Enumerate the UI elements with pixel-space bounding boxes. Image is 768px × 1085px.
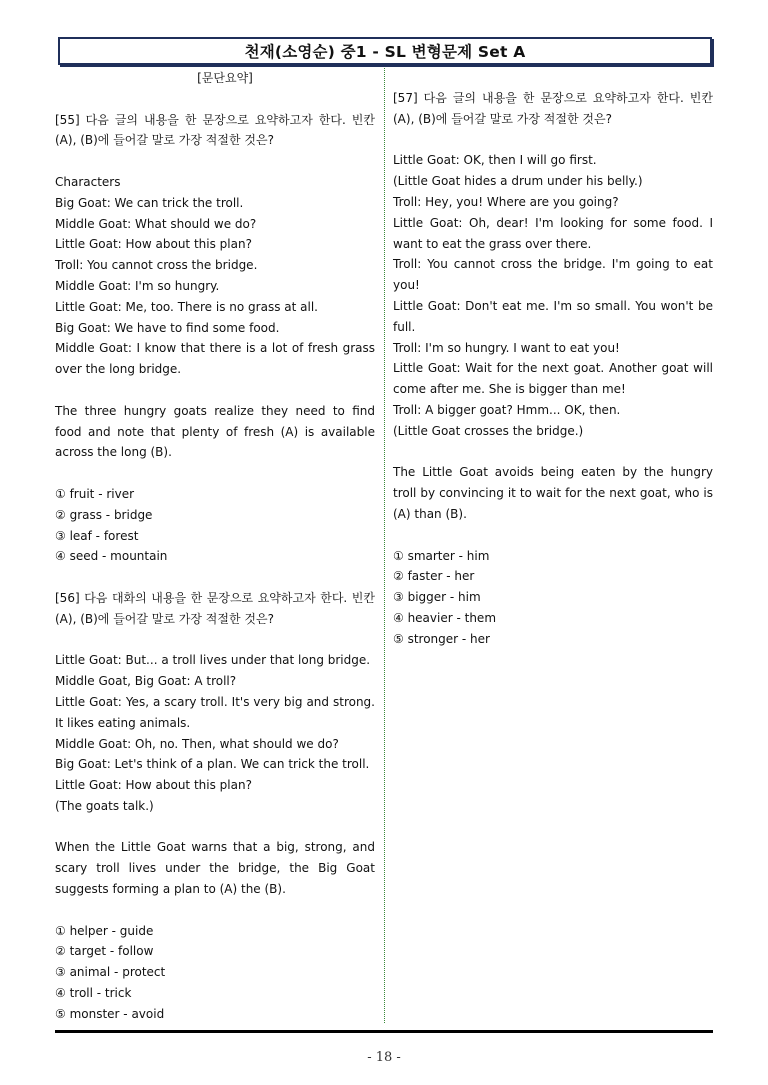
q57-line: Troll: You cannot cross the bridge. I'm going to eat you! — [393, 257, 713, 293]
q57-question: [57] 다음 글의 내용을 한 문장으로 요약하고자 한다. 빈칸 (A), (B)에 들어갈 말로 가장 적절한 것은? — [393, 91, 713, 126]
q57-line: Little Goat: Oh, dear! I'm looking for some food. I want to eat the grass over there. — [393, 215, 713, 251]
q56-line: Little Goat: How about this plan? — [55, 778, 252, 793]
page-title: 천재(소영순) 중1 - SL 변형문제 Set A — [244, 43, 526, 61]
q57-line: Little Goat: OK, then I will go first. — [393, 153, 597, 168]
q56-option: ① helper - guide — [55, 923, 154, 938]
page-number: - 18 - — [367, 1050, 401, 1065]
q56-line: Middle Goat, Big Goat: A troll? — [55, 674, 237, 689]
q56-line: Middle Goat: Oh, no. Then, what should we do? — [55, 736, 339, 751]
q56-question: [56] 다음 대화의 내용을 한 문장으로 요약하고자 한다. 빈칸 (A), (B)에 들어갈 말로 가장 적절한 것은? — [55, 590, 375, 626]
q55-line: Middle Goat: I know that there is a lot of fresh grass over the long bridge. — [55, 341, 375, 377]
q57-line: (Little Goat hides a drum under his belly.) — [393, 174, 643, 189]
q55-line: Big Goat: We can trick the troll. — [55, 195, 244, 210]
q55-line: Big Goat: We have to find some food. — [55, 320, 280, 335]
q56-line: Little Goat: But... a troll lives under that long bridge. — [55, 653, 371, 668]
q56-option: ⑤ monster - avoid — [55, 1006, 165, 1021]
q55-line: Little Goat: Me, too. There is no grass at all. — [55, 299, 318, 314]
section-label: [문단요약] — [197, 71, 253, 85]
q57-line: Little Goat: Wait for the next goat. Another goat will come after me. She is bigger than me! — [393, 361, 713, 397]
q57-option: ⑤ stronger - her — [393, 631, 490, 646]
q57-line: Troll: A bigger goat? Hmm... OK, then. — [393, 402, 621, 417]
q57-option: ④ heavier - them — [393, 610, 497, 625]
q57-line: Troll: I'm so hungry. I want to eat you! — [393, 340, 620, 355]
q55-question: [55] 다음 글의 내용을 한 문장으로 요약하고자 한다. 빈칸 (A), (B)에 들어갈 말로 가장 적절한 것은? — [55, 112, 375, 148]
q55-option: ② grass - bridge — [55, 507, 153, 522]
q56-line: Big Goat: Let's think of a plan. We can trick the troll. — [55, 757, 370, 772]
q56-option: ② target - follow — [55, 944, 154, 959]
q57-line: Little Goat: Don't eat me. I'm so small. You won't be full. — [393, 298, 713, 334]
q56-option: ④ troll - trick — [55, 986, 132, 1001]
left-column — [55, 68, 375, 1025]
q57-summary: The Little Goat avoids being eaten by the hungry troll by convincing it to wait for the next goat, who is (A) than (B). — [393, 465, 713, 521]
q57-option: ② faster - her — [393, 569, 475, 584]
q57-option: ① smarter - him — [393, 548, 490, 563]
q56-line: (The goats talk.) — [55, 798, 154, 813]
q55-option: ① fruit - river — [55, 486, 135, 501]
page-title-box — [58, 37, 712, 65]
bottom-rule — [55, 1030, 713, 1033]
q56-option: ③ animal - protect — [55, 965, 166, 980]
q57-option: ③ bigger - him — [393, 590, 481, 605]
q55-option: ④ seed - mountain — [55, 549, 168, 564]
q55-line: Middle Goat: What should we do? — [55, 216, 257, 231]
q57-line: (Little Goat crosses the bridge.) — [393, 423, 584, 438]
q55-summary: The three hungry goats realize they need to find food and note that plenty of fresh (A) is available across the long (B). — [55, 403, 375, 460]
right-column — [393, 88, 713, 650]
q55-line: Characters — [55, 174, 121, 189]
q55-line: Middle Goat: I'm so hungry. — [55, 278, 220, 293]
q56-line: Little Goat: Yes, a scary troll. It's very big and strong. It likes eating animals. — [55, 694, 375, 730]
column-divider — [384, 68, 385, 1023]
q55-line: Little Goat: How about this plan? — [55, 237, 252, 252]
q55-line: Troll: You cannot cross the bridge. — [55, 258, 258, 273]
q57-line: Troll: Hey, you! Where are you going? — [393, 194, 619, 209]
q55-option: ③ leaf - forest — [55, 528, 139, 543]
q56-summary: When the Little Goat warns that a big, strong, and scary troll lives under the bridge, the Big Goat suggests forming a plan to (A) the (B). — [55, 840, 375, 897]
